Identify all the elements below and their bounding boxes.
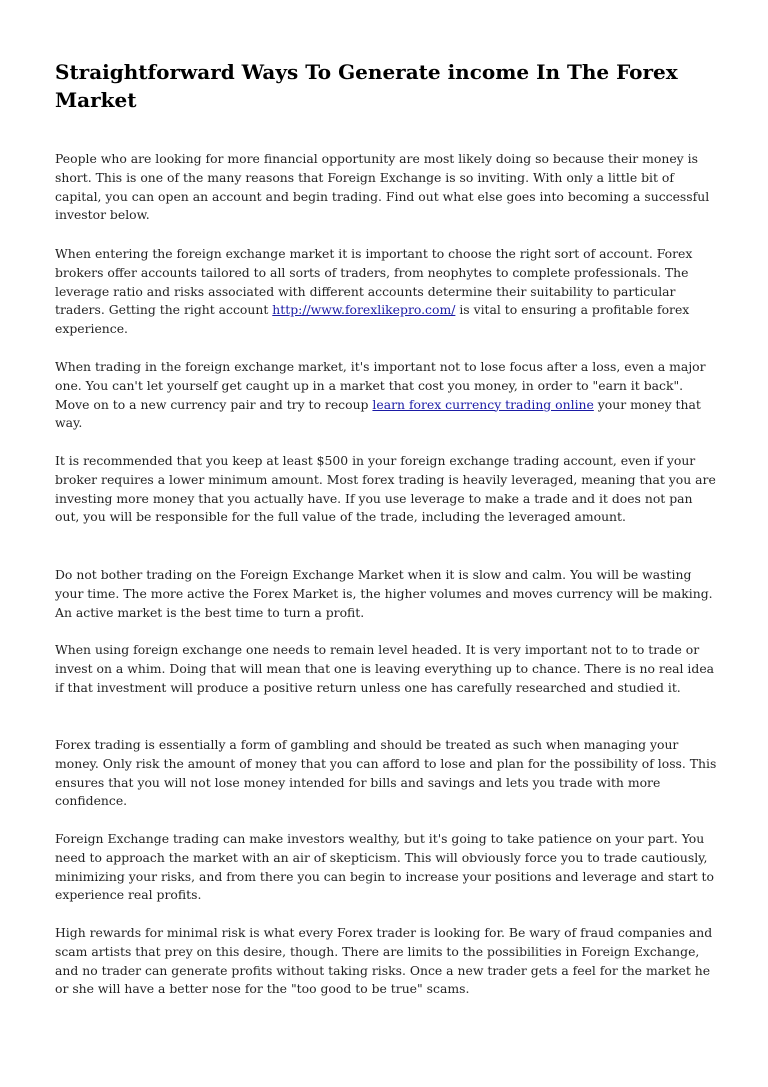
paragraph-3-text-after: your money that way. <box>55 396 701 431</box>
paragraph-3 <box>55 358 720 433</box>
paragraph-6: When using foreign exchange one needs to remain level headed. It is very important not to to trade or invest on a whim. Doing that will mean that one is leaving everything up to chance. There is no real idea if that investment will produce a positive return unless one has carefully researched and studied it. <box>55 642 715 695</box>
paragraph-7: Forex trading is essentially a form of gambling and should be treated as such when managing your money. Only risk the amount of money that you can afford to lose and plan for the possibility of loss. This ensures that you will not lose money intended for bills and savings and lets you trade with more confidence. <box>55 737 717 809</box>
paragraph-9: High rewards for minimal risk is what every Forex trader is looking for. Be wary of fraud companies and scam artists that prey on this desire, though. There are limits to the possibilities in Foreign Exchange, and no trader can generate profits without taking risks. Once a new trader gets a feel for the market he or she will have a better nose for the "too good to be true" scams. <box>55 925 713 997</box>
forexlikepro-link[interactable]: http://www.forexlikepro.com/ <box>272 302 456 318</box>
paragraph-3-text-before: When trading in the foreign exchange market, it's important not to lose focus after a loss, even a major one. You can't let yourself get caught up in a market that cost you money, in order to "earn it back". Move on to a new currency pair and try to recoup <box>55 359 706 412</box>
page-title: Straightforward Ways To Generate income In The Forex Market <box>55 60 678 112</box>
paragraph-2 <box>55 245 720 339</box>
paragraph-2-text-before: When entering the foreign exchange market it is important to choose the right sort of account. Forex brokers offer accounts tailored to all sorts of traders, from neophytes to complete professionals. The leverage ratio and risks associated with different accounts determine their suitability to particular traders. Getting the right account <box>55 246 693 318</box>
paragraph-8: Foreign Exchange trading can make investors wealthy, but it's going to take patience on your part. You need to approach the market with an air of skepticism. This will obviously force you to trade cautiously, minimizing your risks, and from there you can begin to increase your positions and leverage and start to experience real profits. <box>55 831 714 903</box>
paragraph-5: Do not bother trading on the Foreign Exchange Market when it is slow and calm. You will be wasting your time. The more active the Forex Market is, the higher volumes and moves currency will be making. An active market is the best time to turn a profit. <box>55 567 713 620</box>
paragraph-2-text-after: is vital to ensuring a profitable forex experience. <box>55 302 690 337</box>
paragraph-1: People who are looking for more financial opportunity are most likely doing so because their money is short. This is one of the many reasons that Foreign Exchange is so inviting. With only a little bit of capital, you can open an account and begin trading. Find out what else goes into becoming a successful investor below. <box>55 151 710 223</box>
learn-forex-link[interactable]: learn forex currency trading online <box>372 396 594 412</box>
paragraph-4: It is recommended that you keep at least $500 in your foreign exchange trading account, even if your broker requires a lower minimum amount. Most forex trading is heavily leveraged, meaning that you are investing more money that you actually have. If you use leverage to make a trade and it does not pan out, you will be responsible for the full value of the trade, including the leveraged amount. <box>55 453 716 525</box>
